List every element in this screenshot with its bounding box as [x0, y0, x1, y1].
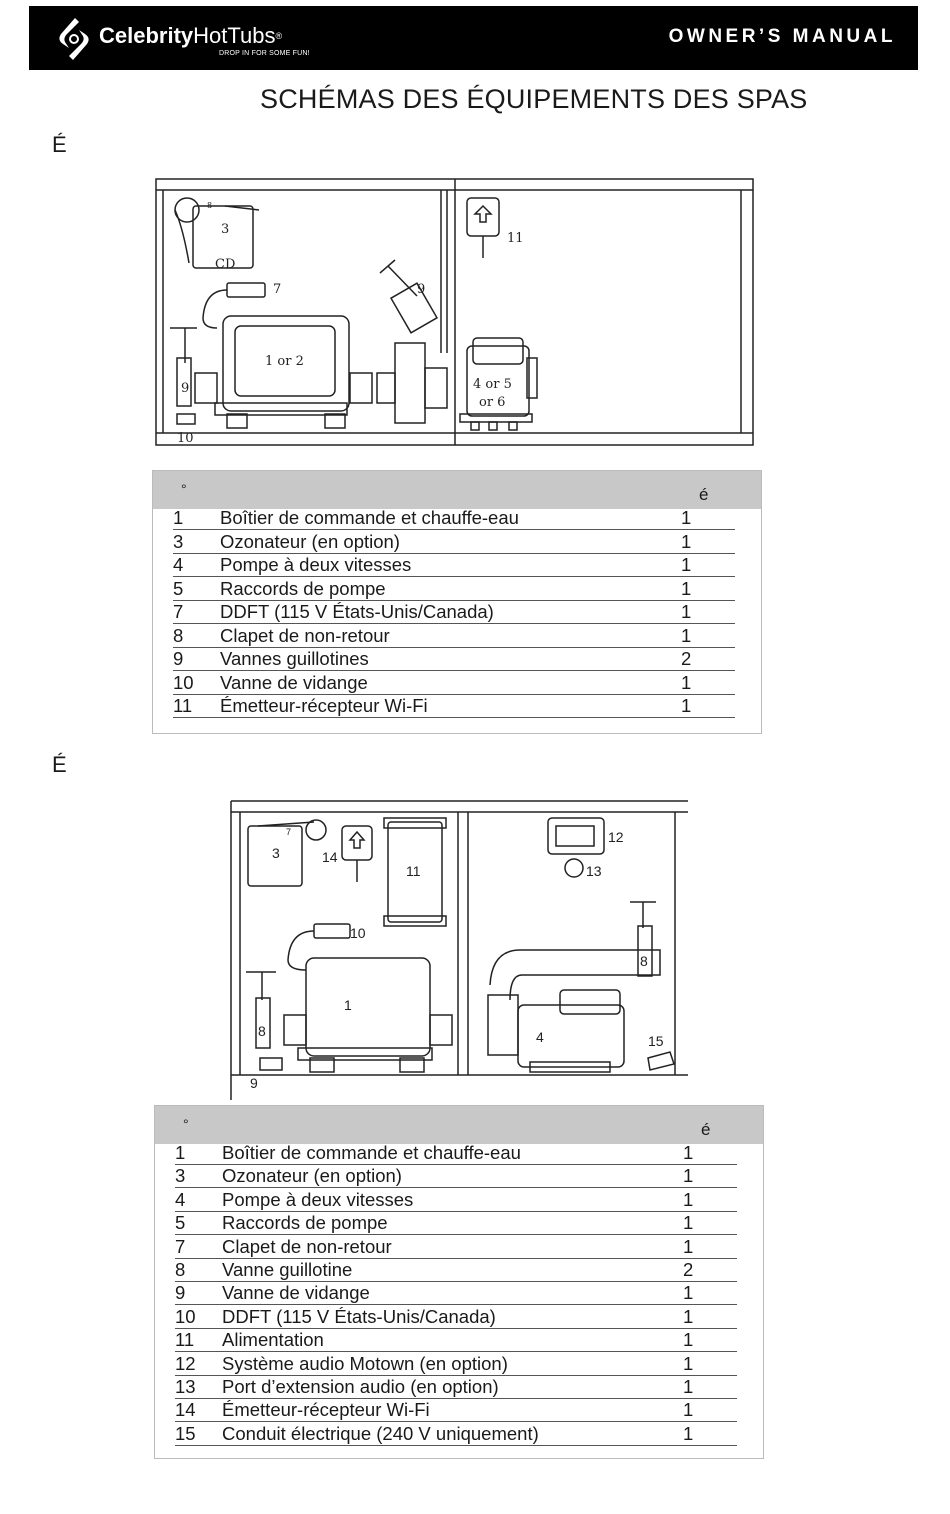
diagram-1-label: 7	[273, 282, 282, 297]
row-description: Raccords de pompe	[220, 577, 386, 599]
row-quantity: 1	[683, 1282, 694, 1304]
row-description: Pompe à deux vitesses	[220, 554, 412, 575]
table-row	[175, 1282, 737, 1305]
row-number: 8	[175, 1259, 186, 1280]
row-quantity: 2	[681, 648, 692, 669]
row-number: 7	[175, 1235, 186, 1257]
row-quantity: 1	[683, 1212, 694, 1234]
row-number: 7	[173, 601, 184, 622]
row-quantity: 1	[683, 1305, 694, 1327]
row-number: 8	[173, 624, 184, 646]
row-description: Pompe à deux vitesses	[222, 1188, 414, 1210]
row-description: Système audio Motown (en option)	[222, 1352, 508, 1374]
header-bar	[29, 6, 918, 70]
row-description: Vannes guillotines	[220, 648, 369, 669]
row-quantity: 1	[683, 1188, 694, 1210]
row-quantity: 1	[683, 1422, 694, 1444]
column-header-number: °	[181, 481, 187, 497]
row-description: Vanne de vidange	[222, 1282, 370, 1304]
page-title: SCHÉMAS DES ÉQUIPEMENTS DES SPAS	[260, 84, 808, 114]
row-quantity: 1	[681, 601, 692, 622]
table-row	[173, 648, 735, 671]
equipment-diagram-1	[155, 178, 755, 448]
diagram-2-label: 4	[536, 1029, 544, 1045]
row-description: Boîtier de commande et chauffe-eau	[222, 1142, 521, 1163]
row-quantity: 2	[683, 1259, 694, 1280]
table-row	[175, 1212, 737, 1235]
section-1-heading: É	[52, 132, 67, 157]
diagram-1-label: 3	[221, 222, 230, 237]
row-description: DDFT (115 V États-Unis/Canada)	[220, 601, 494, 622]
diagram-1-label: 10	[177, 431, 194, 446]
brand-name	[99, 24, 282, 48]
table-row	[173, 672, 735, 695]
diagram-2-label: 11	[406, 863, 421, 879]
row-number: 15	[175, 1422, 196, 1444]
row-number: 4	[173, 554, 184, 575]
table-row	[173, 554, 735, 577]
diagram-2-label: 14	[322, 849, 338, 865]
row-quantity: 1	[683, 1352, 694, 1374]
table-row	[175, 1423, 737, 1446]
row-number: 13	[175, 1376, 196, 1397]
row-quantity: 1	[683, 1399, 694, 1421]
table-header	[153, 471, 761, 509]
table-row	[175, 1236, 737, 1259]
diagram-2-label: 8	[258, 1023, 266, 1039]
brand-tagline: DROP IN FOR SOME FUN!	[219, 50, 310, 57]
table-row	[175, 1259, 737, 1282]
column-header-quantity: é	[701, 1120, 711, 1139]
row-quantity: 1	[683, 1235, 694, 1257]
row-number: 11	[175, 1329, 195, 1351]
row-quantity: 1	[681, 671, 692, 693]
diagram-1-label: 1 or 2	[265, 354, 304, 369]
row-description: DDFT (115 V États-Unis/Canada)	[222, 1305, 496, 1327]
row-description: Conduit électrique (240 V uniquement)	[222, 1422, 539, 1444]
equipment-diagram-2	[230, 800, 690, 1100]
table-row	[175, 1306, 737, 1329]
row-number: 1	[173, 507, 184, 528]
row-description: Clapet de non-retour	[222, 1235, 392, 1257]
table-row	[175, 1142, 737, 1165]
brand-registered-mark: ®	[275, 31, 283, 41]
row-quantity: 1	[681, 624, 692, 646]
row-quantity: 1	[683, 1142, 694, 1163]
row-description: Port d’extension audio (en option)	[222, 1376, 499, 1397]
row-quantity: 1	[681, 507, 692, 528]
table-row	[173, 578, 735, 601]
row-description: Clapet de non-retour	[220, 624, 390, 646]
diagram-1-label: 11	[507, 231, 524, 246]
table-row	[175, 1165, 737, 1188]
row-number: 10	[173, 671, 194, 693]
table-row	[173, 625, 735, 648]
manual-label: OWNER’S MANUAL	[668, 26, 896, 47]
row-number: 11	[173, 695, 193, 716]
diagram-2-label: 8	[640, 953, 648, 969]
row-number: 1	[175, 1142, 186, 1163]
row-description: Émetteur-récepteur Wi-Fi	[220, 695, 428, 716]
row-number: 9	[175, 1282, 186, 1304]
row-description: Raccords de pompe	[222, 1212, 388, 1234]
table-row	[175, 1399, 737, 1422]
diagram-2-label: 13	[586, 863, 602, 879]
section-2-heading: É	[52, 752, 67, 777]
row-number: 3	[173, 530, 184, 552]
row-quantity: 1	[681, 530, 692, 552]
diagram-1-label: 9	[417, 282, 426, 297]
row-description: Alimentation	[222, 1329, 324, 1351]
table-row	[175, 1189, 737, 1212]
brand-logo	[55, 16, 355, 64]
row-number: 5	[173, 577, 184, 599]
diagram-2-label: 9	[250, 1075, 258, 1091]
column-header-quantity: é	[699, 485, 709, 504]
diagram-1-label: 4 or 5	[473, 377, 512, 392]
row-description: Ozonateur (en option)	[220, 530, 400, 552]
row-description: Vanne de vidange	[220, 671, 368, 693]
parts-table-1	[152, 470, 762, 734]
row-number: 4	[175, 1188, 186, 1210]
diagram-2-label: 15	[648, 1033, 664, 1049]
row-number: 14	[175, 1399, 196, 1421]
row-description: Émetteur-récepteur Wi-Fi	[222, 1399, 430, 1421]
table-row	[173, 507, 735, 530]
table-row	[173, 531, 735, 554]
row-quantity: 1	[681, 554, 692, 575]
row-quantity: 1	[683, 1329, 694, 1351]
table-row	[173, 695, 735, 718]
parts-table-2	[154, 1105, 764, 1459]
table-row	[175, 1353, 737, 1376]
brand-name-light: HotTubs	[193, 23, 276, 48]
brand-name-bold: Celebrity	[99, 23, 194, 48]
diagram-2-label: 1	[344, 997, 352, 1013]
row-number: 12	[175, 1352, 196, 1374]
diagram-2-label: 12	[608, 829, 624, 845]
diagram-1-label: or 6	[479, 395, 506, 410]
row-number: 10	[175, 1305, 196, 1327]
logo-mark-icon	[55, 16, 93, 62]
diagram-2-label: 3	[272, 845, 280, 861]
column-header-number: °	[183, 1116, 189, 1132]
diagram-2-label: 10	[350, 925, 366, 941]
row-quantity: 1	[683, 1165, 694, 1187]
row-description: Ozonateur (en option)	[222, 1165, 402, 1187]
row-number: 3	[175, 1165, 186, 1187]
row-quantity: 1	[681, 695, 692, 716]
row-number: 9	[173, 648, 184, 669]
table-row	[175, 1329, 737, 1352]
diagram-1-label: 8	[207, 201, 213, 210]
diagram-2-label: 7	[286, 827, 292, 837]
table-row	[173, 601, 735, 624]
row-number: 5	[175, 1212, 186, 1234]
table-row	[175, 1376, 737, 1399]
diagram-1-label: CD	[215, 257, 236, 272]
row-quantity: 1	[683, 1376, 694, 1397]
table-header	[155, 1106, 763, 1144]
row-quantity: 1	[681, 577, 692, 599]
diagram-1-label: 9	[181, 381, 190, 396]
row-description: Boîtier de commande et chauffe-eau	[220, 507, 519, 528]
row-description: Vanne guillotine	[222, 1259, 353, 1280]
